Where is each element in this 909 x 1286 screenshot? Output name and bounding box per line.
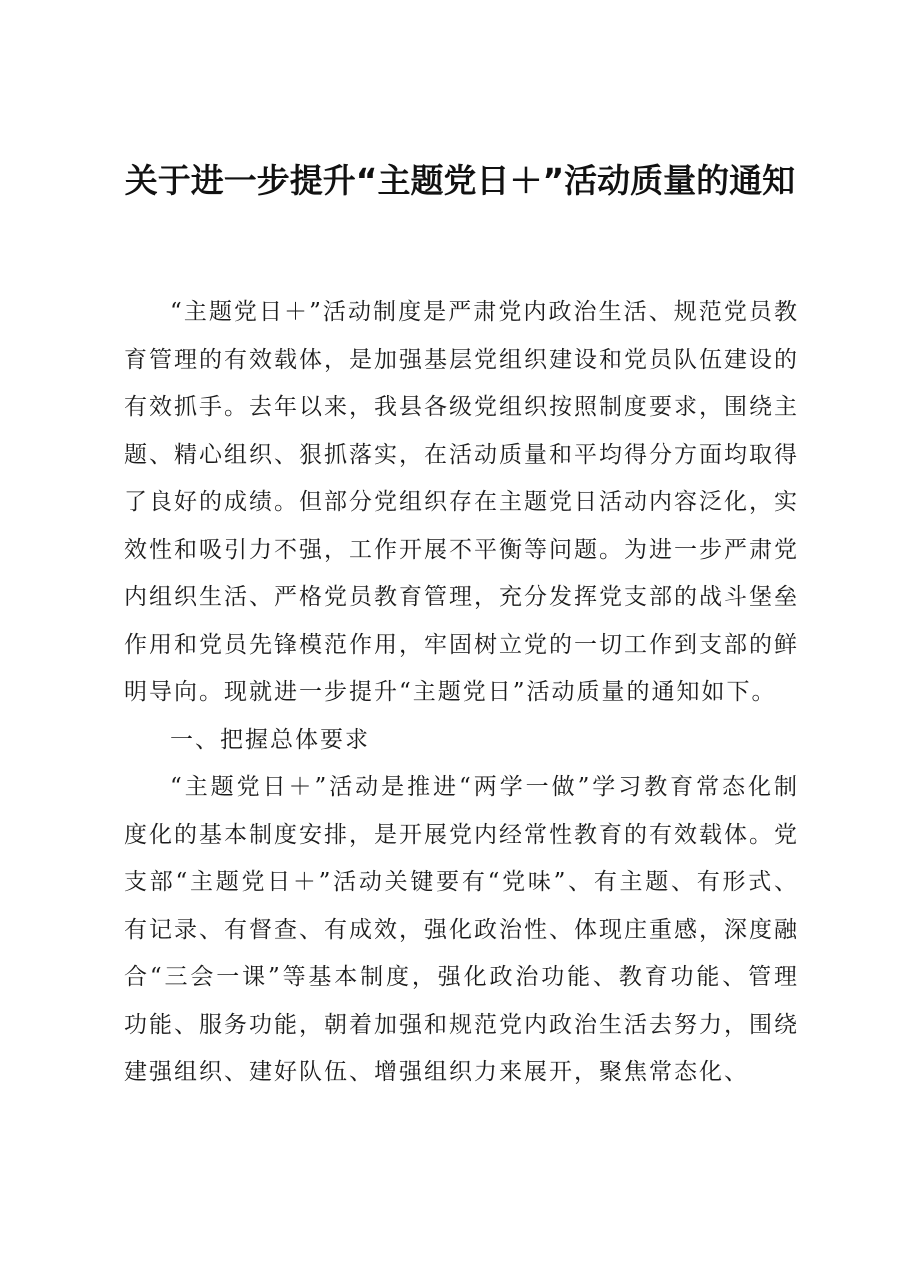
document-body: [124, 289, 799, 1097]
document-title: 关于进一步提升“主题党日＋”活动质量的通知: [124, 161, 796, 200]
section-heading-1: 一、把握总体要求: [170, 726, 370, 753]
paragraph-requirements: “主题党日＋”活动是推进“两学一做”学习教育常态化制度化的基本制度安排，是开展党内经常性教育的有效载体。党支部“主题党日＋”活动关键要有“党味”、有主题、有形式、有记录、有督查、有成效，强化政治性、体现庄重感，深度融合“三会一课”等基本制度，强化政治功能、教育功能、管理功能、服务功能，朝着加强和规范党内政治生活去努力，围绕建强组织、建好队伍、增强组织力来展开，聚焦常态化、: [124, 774, 799, 1085]
paragraph-intro: “主题党日＋”活动制度是严肃党内政治生活、规范党员教育管理的有效载体，是加强基层党组织建设和党员队伍建设的有效抓手。去年以来，我县各级党组织按照制度要求，围绕主题、精心组织、狠抓落实，在活动质量和平均得分方面均取得了良好的成绩。但部分党组织存在主题党日活动内容泛化，实效性和吸引力不强，工作开展不平衡等问题。为进一步严肃党内组织生活、严格党员教育管理，充分发挥党支部的战斗堡垒作用和党员先锋模范作用，牢固树立党的一切工作到支部的鲜明导向。现就进一步提升“主题党日”活动质量的通知如下。: [124, 299, 799, 705]
